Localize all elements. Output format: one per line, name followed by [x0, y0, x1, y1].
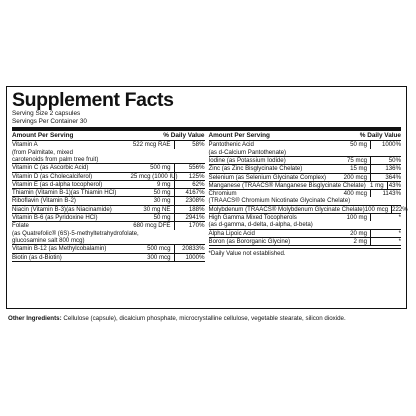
nutrient-daily-value: 62%: [192, 180, 205, 188]
nutrient-amount: 30 mg NE: [131, 206, 175, 213]
nutrient-row-main: [12, 164, 205, 171]
nutrient-daily-value: 188%: [188, 205, 205, 213]
nutrient-amount: 522 mcg RAE: [131, 141, 175, 148]
nutrient-name: High Gamma Mixed Tocopherols: [208, 214, 297, 222]
nutrient-row: [209, 214, 402, 230]
nutrient-amount: 20 mg: [327, 230, 371, 237]
daily-value-header: % Daily Value: [163, 132, 205, 140]
nutrient-amount: 50 mg: [131, 189, 175, 196]
nutrient-row: [12, 222, 205, 245]
nutrient-row-main: [12, 222, 205, 229]
facts-columns: [12, 131, 408, 261]
nutrient-name: Niacin (Vitamin B-3)(as Niacinamide): [12, 205, 112, 213]
nutrient-row-main: [209, 165, 402, 172]
nutrient-amount: 15 mg: [327, 165, 371, 172]
nutrient-amount: 50 mg: [131, 214, 175, 221]
nutrient-row-main: [12, 173, 205, 180]
nutrient-name: Pantothenic Acid: [208, 141, 254, 149]
nutrient-daily-value: 136%: [385, 165, 401, 173]
nutrient-name: Vitamin D (as Cholecalciferol): [12, 172, 93, 180]
nutrient-row: [12, 164, 205, 172]
nutrient-name: Vitamin B-6 (as Pyridoxine HCl): [12, 214, 98, 222]
nutrient-name: Folate: [12, 222, 29, 230]
nutrient-daily-value: 1000%: [382, 141, 401, 149]
nutrient-daily-value: *: [398, 237, 401, 245]
nutrient-row: [208, 205, 408, 214]
nutrient-row-main: [209, 182, 402, 189]
nutrient-amount: 300 mcg: [131, 254, 175, 261]
nutrient-name: Manganese (TRAACS® Manganese Bisglycinate Chelate): [208, 181, 366, 189]
nutrient-row: [12, 206, 205, 214]
daily-value-footnote: *Daily Value not established.: [209, 248, 402, 258]
nutrient-rows: [208, 141, 408, 246]
nutrient-name: Boron (as Bororganic Glycine): [208, 237, 291, 245]
nutrient-amount: 50 mg: [327, 141, 371, 148]
nutrient-daily-value: 170%: [188, 222, 205, 230]
nutrient-daily-value: 4167%: [185, 189, 205, 197]
amount-per-serving-header: Amount Per Serving: [12, 132, 74, 140]
other-ingredients: [8, 315, 410, 323]
nutrient-row-main: [209, 190, 402, 197]
nutrient-rows: [12, 141, 205, 261]
nutrient-source-note: (TRAACS® Chromium Nicotinate Glycinate Chelate): [208, 197, 351, 205]
nutrient-daily-value: 50%: [388, 157, 401, 164]
daily-value-header: % Daily Value: [359, 132, 401, 140]
nutrient-daily-value: 2308%: [185, 197, 205, 205]
nutrient-daily-value: 58%: [192, 141, 205, 149]
nutrient-row: [12, 189, 205, 197]
nutrient-row-main: [12, 245, 205, 252]
nutrient-amount: 1 mg: [366, 182, 388, 189]
nutrient-source-note: (as d-gamma, d-delta, d-alpha, d-beta): [208, 221, 313, 229]
nutrient-row-main: [209, 214, 402, 221]
nutrient-source-note: (from Palmitate, mixed: [12, 148, 73, 156]
nutrient-row: [209, 174, 402, 182]
nutrient-name: Alpha Lipoic Acid: [208, 229, 255, 237]
nutrient-name: Riboflavin (Vitamin B-2): [12, 197, 76, 205]
nutrient-row: [209, 190, 402, 206]
nutrient-daily-value: 222%: [392, 205, 408, 213]
nutrient-amount: 200 mcg: [327, 174, 371, 181]
nutrient-amount: 400 mcg: [327, 190, 371, 197]
nutrient-daily-value: 43%: [388, 181, 401, 189]
nutrient-amount: 500 mg: [131, 164, 175, 171]
nutrient-row-main: [12, 181, 205, 188]
nutrient-name: Zinc (as Zinc Bisglycinate Chelate): [208, 165, 303, 173]
nutrient-row: [12, 254, 205, 262]
nutrient-row-main: [12, 214, 205, 221]
nutrient-amount: 9 mg: [131, 181, 175, 188]
nutrient-row-main: [12, 189, 205, 196]
supplement-facts-panel: [6, 86, 407, 309]
nutrient-daily-value: *: [398, 229, 401, 237]
nutrient-source-note: (as d-Calcium Pantothenate): [208, 148, 287, 156]
nutrient-row: [12, 181, 205, 189]
nutrient-row: [12, 245, 205, 253]
nutrient-row: [12, 214, 205, 222]
nutrient-daily-value: 556%: [188, 164, 205, 172]
nutrient-row: [209, 230, 402, 238]
nutrient-row: [209, 165, 402, 173]
nutrient-amount: 100 mcg: [365, 206, 392, 213]
nutrient-name: Biotin (as d-Biotin): [12, 253, 62, 261]
nutrient-row: [209, 157, 402, 165]
nutrient-row-main: [209, 157, 402, 164]
nutrient-amount: 25 mcg (1000 IU): [130, 172, 178, 180]
nutrient-daily-value: 20833%: [182, 245, 205, 253]
nutrient-name: Chromium: [208, 190, 237, 198]
nutrient-daily-value: 125%: [188, 172, 205, 180]
other-ingredients-label: Other Ingredients:: [8, 315, 62, 322]
nutrient-daily-value: 1000%: [185, 253, 205, 261]
nutrient-name: Iodine (as Potassium Iodide): [208, 157, 286, 164]
nutrient-source-note: carotenoids from palm tree fruit): [12, 156, 99, 163]
nutrient-row: [209, 182, 402, 190]
nutrient-row: [12, 197, 205, 205]
nutrient-row: [12, 141, 205, 164]
left-column: [12, 131, 205, 261]
nutrient-row-main: [12, 206, 205, 213]
amount-per-serving-header: Amount Per Serving: [208, 132, 270, 140]
nutrient-source-note: (as Quatrefolic® (6S)-5-methyltetrahydrofolate,: [12, 229, 139, 237]
nutrient-row-main: [209, 238, 402, 245]
nutrient-name: Vitamin E (as d-alpha tocopherol): [12, 180, 103, 188]
nutrient-amount: 75 mcg: [327, 157, 371, 164]
right-column: [208, 131, 408, 261]
nutrient-row: [12, 173, 205, 181]
nutrient-name: Vitamin C (as Ascorbic Acid): [12, 164, 89, 172]
nutrient-name: Molybdenum (TRAACS® Molybdenum Glycinate Chelate): [208, 205, 365, 213]
nutrient-daily-value: *: [398, 214, 401, 222]
serving-size: Serving Size 2 capsules: [12, 110, 81, 117]
nutrient-amount: 100 mg: [327, 214, 371, 221]
column-header: [12, 131, 205, 141]
nutrient-name: Vitamin A: [12, 141, 38, 149]
nutrient-amount: 680 mcg DFE: [131, 222, 175, 229]
nutrient-daily-value: 2941%: [185, 214, 205, 222]
nutrient-row-main: [209, 174, 402, 181]
nutrient-row-main: [208, 205, 408, 213]
nutrient-amount: 2 mg: [327, 238, 371, 245]
other-ingredients-text: Cellulose (capsule), dicalcium phosphate, microcrystalline cellulose, vegetable stearate, silicon dioxide.: [61, 315, 346, 322]
servings-per-container: Servings Per Container 30: [12, 118, 87, 126]
nutrient-daily-value: 364%: [385, 173, 401, 181]
column-header: [209, 131, 402, 141]
nutrient-name: Selenium (as Selenium Glycinate Complex): [208, 173, 327, 181]
nutrient-row-main: [12, 254, 205, 261]
nutrient-row-main: [209, 230, 402, 237]
nutrient-name: Thiamin (Vitamin B-1)(as Thiamin HCl): [12, 189, 117, 197]
nutrient-row: [209, 141, 402, 157]
panel-title: Supplement Facts: [12, 89, 174, 111]
nutrient-row-main: [209, 141, 402, 148]
nutrient-amount: 30 mg: [131, 197, 175, 204]
nutrient-row: [209, 238, 402, 246]
nutrient-name: Vitamin B-12 (as Methylcobalamin): [12, 245, 107, 253]
nutrient-row-main: [12, 197, 205, 204]
nutrient-source-note: glucosamine salt 800 mcg): [12, 236, 85, 244]
nutrient-daily-value: 1143%: [382, 190, 401, 198]
nutrient-amount: 500 mcg: [131, 245, 175, 252]
nutrient-row-main: [12, 141, 205, 148]
